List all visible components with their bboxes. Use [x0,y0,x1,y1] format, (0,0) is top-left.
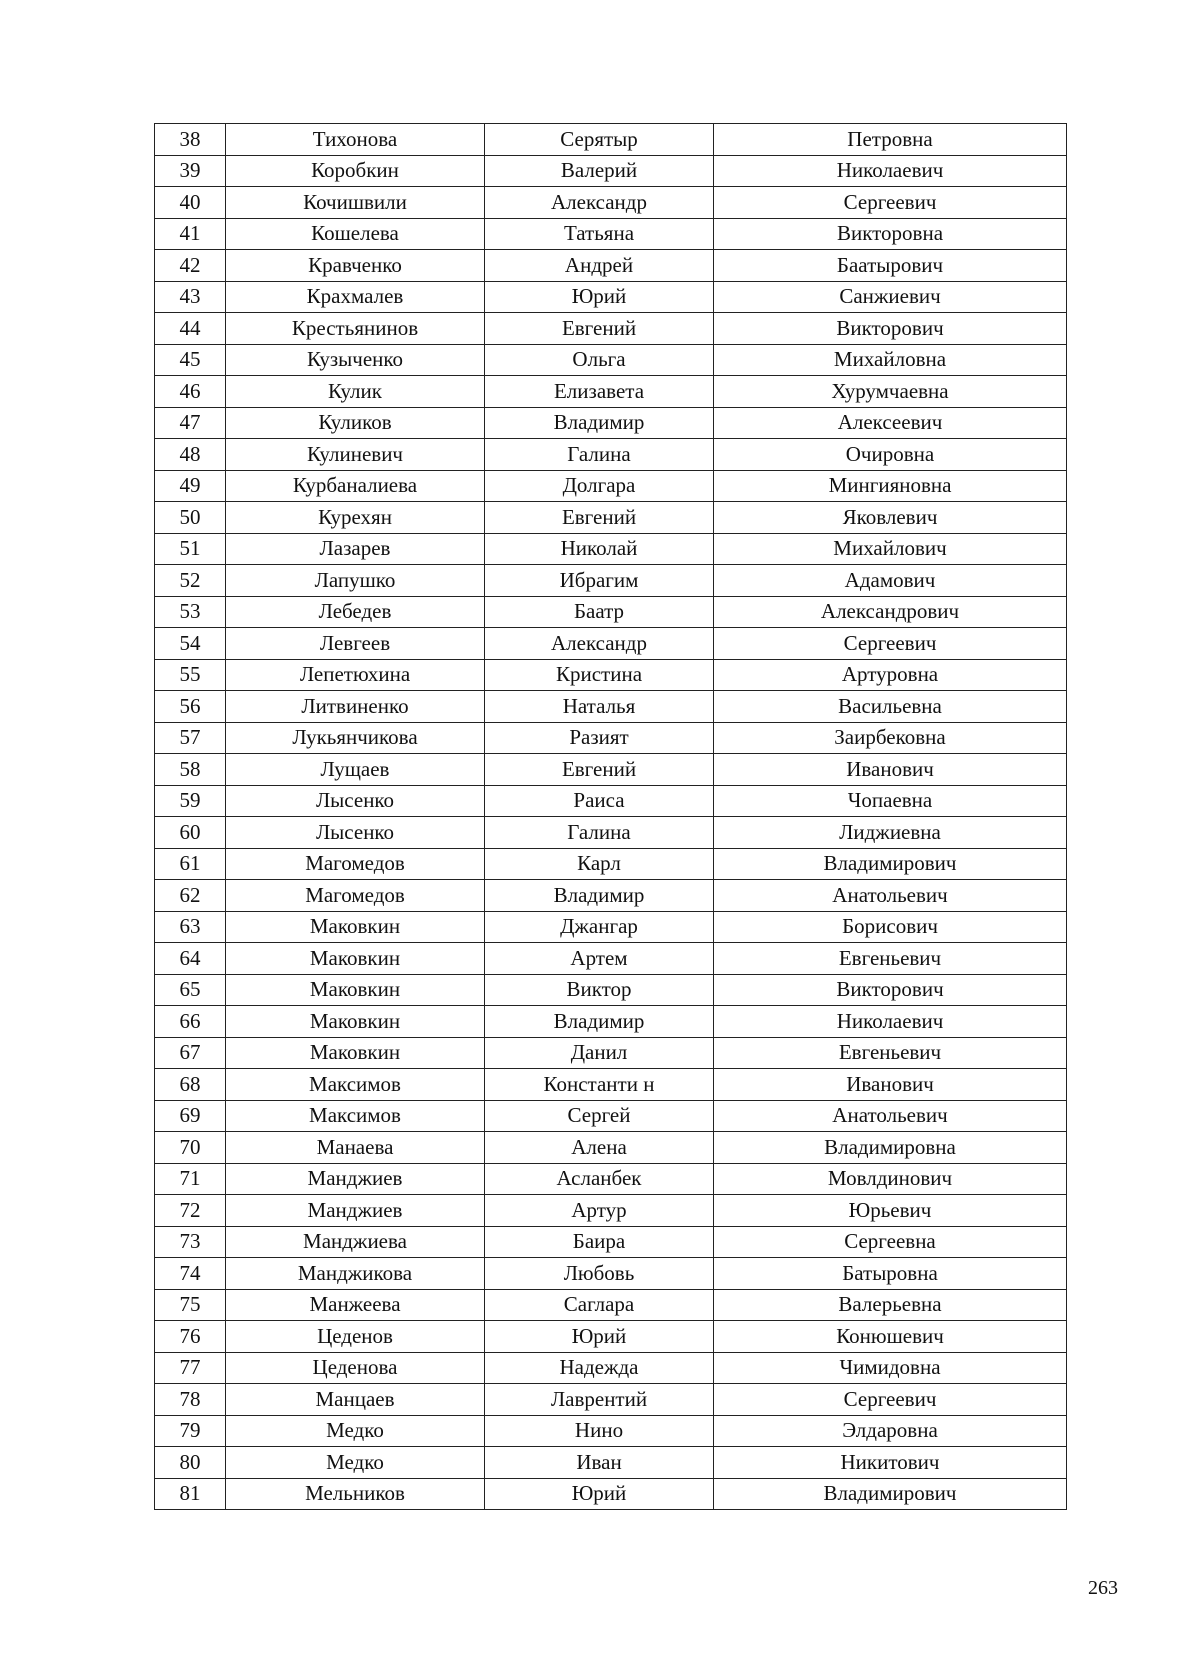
first-name-cell: Асланбек [485,1163,714,1195]
first-name-cell: Константи н [485,1069,714,1101]
last-name-cell: Манджиев [226,1195,485,1227]
first-name-cell: Владимир [485,407,714,439]
table-row [155,1289,1067,1321]
last-name-cell: Магомедов [226,880,485,912]
row-number-cell: 44 [155,313,226,345]
row-number-cell: 73 [155,1226,226,1258]
last-name-cell: Манджикова [226,1258,485,1290]
patronymic-cell: Никитович [714,1447,1067,1479]
first-name-cell: Кристина [485,659,714,691]
last-name-cell: Магомедов [226,848,485,880]
row-number-cell: 67 [155,1037,226,1069]
row-number-cell: 54 [155,628,226,660]
last-name-cell: Манцаев [226,1384,485,1416]
row-number-cell: 42 [155,250,226,282]
patronymic-cell: Юрьевич [714,1195,1067,1227]
first-name-cell: Артем [485,943,714,975]
last-name-cell: Маковкин [226,911,485,943]
table-row [155,502,1067,534]
patronymic-cell: Заирбековна [714,722,1067,754]
row-number-cell: 79 [155,1415,226,1447]
row-number-cell: 41 [155,218,226,250]
row-number-cell: 48 [155,439,226,471]
first-name-cell: Сергей [485,1100,714,1132]
last-name-cell: Лысенко [226,817,485,849]
first-name-cell: Карл [485,848,714,880]
table-row [155,281,1067,313]
last-name-cell: Курехян [226,502,485,534]
first-name-cell: Юрий [485,281,714,313]
row-number-cell: 52 [155,565,226,597]
patronymic-cell: Сергеевна [714,1226,1067,1258]
last-name-cell: Манаева [226,1132,485,1164]
row-number-cell: 59 [155,785,226,817]
table-row [155,974,1067,1006]
patronymic-cell: Яковлевич [714,502,1067,534]
first-name-cell: Владимир [485,1006,714,1038]
patronymic-cell: Васильевна [714,691,1067,723]
table-row [155,1352,1067,1384]
table-row [155,1258,1067,1290]
patronymic-cell: Адамович [714,565,1067,597]
table-row [155,565,1067,597]
table-row [155,376,1067,408]
last-name-cell: Кулиневич [226,439,485,471]
patronymic-cell: Лиджиевна [714,817,1067,849]
last-name-cell: Лукьянчикова [226,722,485,754]
name-list-body [155,124,1067,1510]
row-number-cell: 60 [155,817,226,849]
last-name-cell: Левгеев [226,628,485,660]
last-name-cell: Лебедев [226,596,485,628]
row-number-cell: 43 [155,281,226,313]
first-name-cell: Александр [485,187,714,219]
last-name-cell: Лущаев [226,754,485,786]
table-row [155,470,1067,502]
table-row [155,1478,1067,1510]
patronymic-cell: Николаевич [714,155,1067,187]
patronymic-cell: Викторович [714,974,1067,1006]
first-name-cell: Серятыр [485,124,714,156]
row-number-cell: 81 [155,1478,226,1510]
patronymic-cell: Мингияновна [714,470,1067,502]
patronymic-cell: Валерьевна [714,1289,1067,1321]
last-name-cell: Крестьянинов [226,313,485,345]
first-name-cell: Джангар [485,911,714,943]
patronymic-cell: Сергеевич [714,187,1067,219]
first-name-cell: Елизавета [485,376,714,408]
table-row [155,1069,1067,1101]
first-name-cell: Разият [485,722,714,754]
patronymic-cell: Николаевич [714,1006,1067,1038]
table-row [155,313,1067,345]
first-name-cell: Наталья [485,691,714,723]
table-row [155,344,1067,376]
patronymic-cell: Алексеевич [714,407,1067,439]
first-name-cell: Иван [485,1447,714,1479]
last-name-cell: Лепетюхина [226,659,485,691]
last-name-cell: Тихонова [226,124,485,156]
table-row [155,439,1067,471]
first-name-cell: Баатр [485,596,714,628]
patronymic-cell: Анатольевич [714,880,1067,912]
table-row [155,1006,1067,1038]
patronymic-cell: Петровна [714,124,1067,156]
first-name-cell: Владимир [485,880,714,912]
patronymic-cell: Чимидовна [714,1352,1067,1384]
first-name-cell: Галина [485,817,714,849]
patronymic-cell: Мовлдинович [714,1163,1067,1195]
row-number-cell: 45 [155,344,226,376]
first-name-cell: Долгара [485,470,714,502]
first-name-cell: Лаврентий [485,1384,714,1416]
row-number-cell: 53 [155,596,226,628]
table-row [155,722,1067,754]
row-number-cell: 57 [155,722,226,754]
row-number-cell: 46 [155,376,226,408]
patronymic-cell: Владимирович [714,848,1067,880]
table-row [155,1415,1067,1447]
table-row [155,187,1067,219]
table-row [155,407,1067,439]
table-row [155,155,1067,187]
last-name-cell: Кравченко [226,250,485,282]
row-number-cell: 77 [155,1352,226,1384]
row-number-cell: 39 [155,155,226,187]
first-name-cell: Ольга [485,344,714,376]
last-name-cell: Максимов [226,1069,485,1101]
last-name-cell: Манжеева [226,1289,485,1321]
first-name-cell: Александр [485,628,714,660]
patronymic-cell: Сергеевич [714,628,1067,660]
patronymic-cell: Владимирович [714,1478,1067,1510]
patronymic-cell: Евгеньевич [714,1037,1067,1069]
table-row [155,596,1067,628]
patronymic-cell: Чопаевна [714,785,1067,817]
last-name-cell: Медко [226,1447,485,1479]
row-number-cell: 65 [155,974,226,1006]
table-row [155,754,1067,786]
table-row [155,1226,1067,1258]
first-name-cell: Галина [485,439,714,471]
patronymic-cell: Очировна [714,439,1067,471]
patronymic-cell: Викторович [714,313,1067,345]
patronymic-cell: Санжиевич [714,281,1067,313]
table-row [155,1163,1067,1195]
row-number-cell: 70 [155,1132,226,1164]
table-row [155,659,1067,691]
table-row [155,817,1067,849]
first-name-cell: Юрий [485,1478,714,1510]
patronymic-cell: Элдаровна [714,1415,1067,1447]
last-name-cell: Мельников [226,1478,485,1510]
table-row [155,1447,1067,1479]
table-row [155,1195,1067,1227]
patronymic-cell: Анатольевич [714,1100,1067,1132]
last-name-cell: Маковкин [226,974,485,1006]
row-number-cell: 51 [155,533,226,565]
first-name-cell: Надежда [485,1352,714,1384]
patronymic-cell: Евгеньевич [714,943,1067,975]
last-name-cell: Манджиев [226,1163,485,1195]
last-name-cell: Кулик [226,376,485,408]
last-name-cell: Коробкин [226,155,485,187]
patronymic-cell: Иванович [714,754,1067,786]
row-number-cell: 38 [155,124,226,156]
last-name-cell: Курбаналиева [226,470,485,502]
name-list-table [154,123,1067,1510]
table-row [155,943,1067,975]
last-name-cell: Кошелева [226,218,485,250]
row-number-cell: 50 [155,502,226,534]
last-name-cell: Максимов [226,1100,485,1132]
patronymic-cell: Баатырович [714,250,1067,282]
last-name-cell: Кочишвили [226,187,485,219]
last-name-cell: Крахмалев [226,281,485,313]
patronymic-cell: Сергеевич [714,1384,1067,1416]
first-name-cell: Евгений [485,754,714,786]
row-number-cell: 64 [155,943,226,975]
first-name-cell: Валерий [485,155,714,187]
last-name-cell: Цеденов [226,1321,485,1353]
row-number-cell: 76 [155,1321,226,1353]
row-number-cell: 40 [155,187,226,219]
row-number-cell: 63 [155,911,226,943]
patronymic-cell: Иванович [714,1069,1067,1101]
last-name-cell: Маковкин [226,943,485,975]
table-row [155,785,1067,817]
table-row [155,880,1067,912]
first-name-cell: Баира [485,1226,714,1258]
row-number-cell: 62 [155,880,226,912]
first-name-cell: Любовь [485,1258,714,1290]
row-number-cell: 68 [155,1069,226,1101]
patronymic-cell: Конюшевич [714,1321,1067,1353]
row-number-cell: 80 [155,1447,226,1479]
first-name-cell: Андрей [485,250,714,282]
table-row [155,628,1067,660]
table-row [155,250,1067,282]
row-number-cell: 47 [155,407,226,439]
patronymic-cell: Михайлович [714,533,1067,565]
first-name-cell: Раиса [485,785,714,817]
table-row [155,691,1067,723]
last-name-cell: Манджиева [226,1226,485,1258]
row-number-cell: 55 [155,659,226,691]
patronymic-cell: Борисович [714,911,1067,943]
patronymic-cell: Михайловна [714,344,1067,376]
last-name-cell: Литвиненко [226,691,485,723]
patronymic-cell: Александрович [714,596,1067,628]
first-name-cell: Татьяна [485,218,714,250]
patronymic-cell: Батыровна [714,1258,1067,1290]
first-name-cell: Нино [485,1415,714,1447]
first-name-cell: Ибрагим [485,565,714,597]
row-number-cell: 78 [155,1384,226,1416]
row-number-cell: 69 [155,1100,226,1132]
first-name-cell: Саглара [485,1289,714,1321]
last-name-cell: Куликов [226,407,485,439]
last-name-cell: Лапушко [226,565,485,597]
first-name-cell: Юрий [485,1321,714,1353]
patronymic-cell: Викторовна [714,218,1067,250]
last-name-cell: Цеденова [226,1352,485,1384]
first-name-cell: Алена [485,1132,714,1164]
patronymic-cell: Артуровна [714,659,1067,691]
row-number-cell: 49 [155,470,226,502]
table-row [155,911,1067,943]
first-name-cell: Виктор [485,974,714,1006]
row-number-cell: 71 [155,1163,226,1195]
table-row [155,218,1067,250]
table-row [155,533,1067,565]
first-name-cell: Евгений [485,313,714,345]
first-name-cell: Евгений [485,502,714,534]
first-name-cell: Данил [485,1037,714,1069]
table-row [155,1132,1067,1164]
last-name-cell: Медко [226,1415,485,1447]
first-name-cell: Артур [485,1195,714,1227]
last-name-cell: Маковкин [226,1006,485,1038]
row-number-cell: 66 [155,1006,226,1038]
table-row [155,1100,1067,1132]
table-row [155,848,1067,880]
row-number-cell: 75 [155,1289,226,1321]
last-name-cell: Лазарев [226,533,485,565]
patronymic-cell: Хурумчаевна [714,376,1067,408]
page-number: 263 [1088,1577,1118,1599]
row-number-cell: 72 [155,1195,226,1227]
last-name-cell: Кузыченко [226,344,485,376]
table-row [155,1321,1067,1353]
row-number-cell: 56 [155,691,226,723]
table-row [155,1384,1067,1416]
patronymic-cell: Владимировна [714,1132,1067,1164]
table-row [155,1037,1067,1069]
row-number-cell: 74 [155,1258,226,1290]
row-number-cell: 61 [155,848,226,880]
last-name-cell: Маковкин [226,1037,485,1069]
table-row [155,124,1067,156]
last-name-cell: Лысенко [226,785,485,817]
first-name-cell: Николай [485,533,714,565]
row-number-cell: 58 [155,754,226,786]
